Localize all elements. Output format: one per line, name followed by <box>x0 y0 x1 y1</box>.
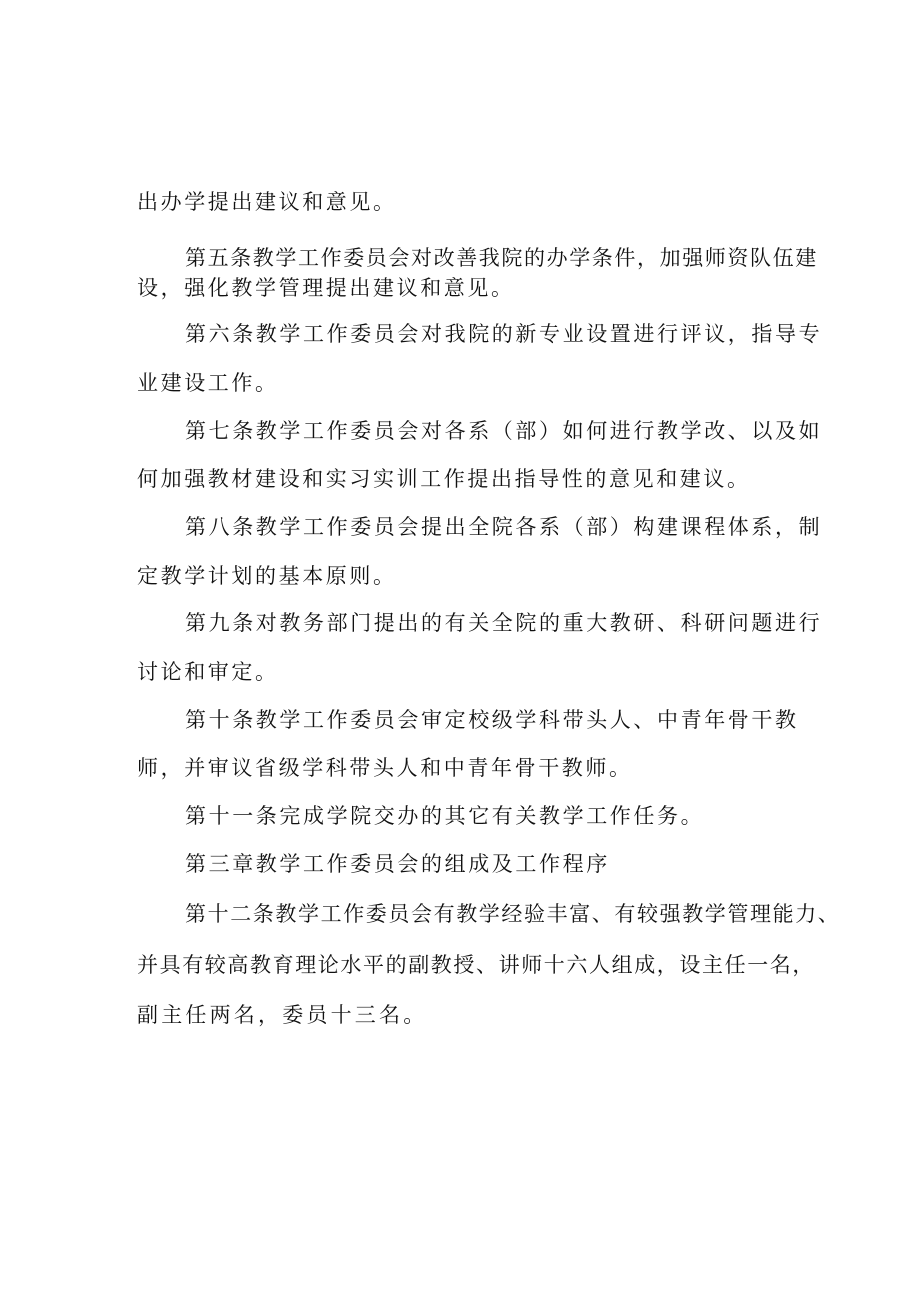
article-5-line-2: 设，强化教学管理提出建议和意见。 <box>137 276 515 300</box>
article-8-line-2: 定教学计划的基本原则。 <box>137 564 397 588</box>
article-10-line-2: 师，并审议省级学科带头人和中青年骨干教师。 <box>137 756 633 780</box>
chapter-3-heading: 第三章教学工作委员会的组成及工作程序 <box>185 852 610 876</box>
article-12-line-2: 并具有较高教育理论水平的副教授、讲师十六人组成，设主任一名， <box>137 953 815 977</box>
article-5-line-1: 第五条教学工作委员会对改善我院的办学条件，加强师资队伍建 <box>185 246 818 270</box>
article-9-line-2: 讨论和审定。 <box>137 660 279 684</box>
article-12-line-3: 副主任两名，委员十三名。 <box>137 1003 428 1027</box>
article-10-line-1: 第十条教学工作委员会审定校级学科带头人、中青年骨干教 <box>185 708 799 732</box>
article-7-line-1: 第七条教学工作委员会对各系（部）如何进行教学改、以及如 <box>185 419 823 443</box>
article-7-line-2: 何加强教材建设和实习实训工作提出指导性的意见和建议。 <box>137 467 751 491</box>
article-6-line-2: 业建设工作。 <box>137 371 279 395</box>
article-8-line-1: 第八条教学工作委员会提出全院各系（部）构建课程体系，制 <box>185 515 823 539</box>
article-12-line-1: 第十二条教学工作委员会有教学经验丰富、有较强教学管理能力、 <box>185 902 841 926</box>
text-line: 出办学提出建议和意见。 <box>137 190 397 214</box>
article-9-line-1: 第九条对教务部门提出的有关全院的重大教研、科研问题进行 <box>185 611 823 635</box>
article-11-line: 第十一条完成学院交办的其它有关教学工作任务。 <box>185 804 705 828</box>
article-6-line-1: 第六条教学工作委员会对我院的新专业设置进行评议，指导专 <box>185 322 823 346</box>
